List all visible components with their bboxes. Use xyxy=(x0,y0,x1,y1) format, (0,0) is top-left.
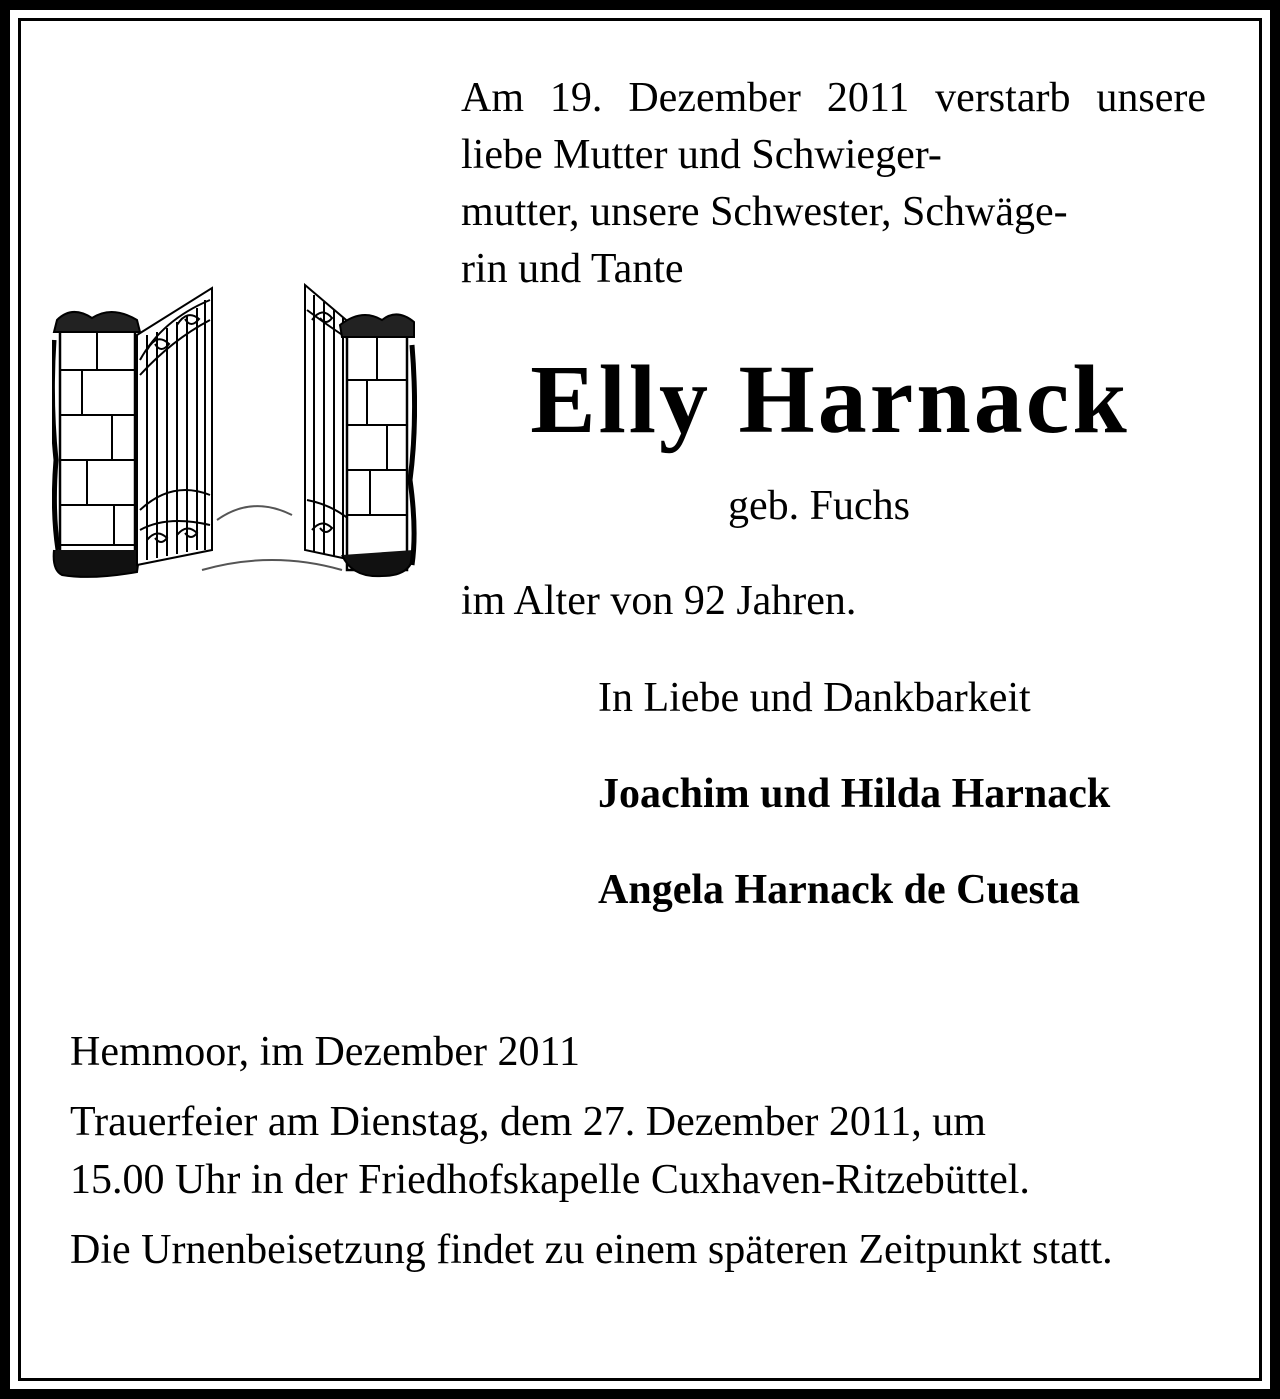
birth-name: geb. Fuchs xyxy=(728,483,910,529)
urn-burial-text: Die Urnenbeisetzung findet zu einem späteren Zeitpunkt statt. xyxy=(70,1227,1113,1273)
open-iron-gate-icon xyxy=(52,280,417,582)
signatory-2: Angela Harnack de Cuesta xyxy=(598,867,1080,913)
closing-text: In Liebe und Dankbarkeit xyxy=(598,675,1031,721)
place-date: Hemmoor, im Dezember 2011 xyxy=(70,1029,580,1075)
signatory-1: Joachim und Hilda Harnack xyxy=(598,771,1111,817)
funeral-service-text: Trauerfeier am Dienstag, dem 27. Dezember 2011, um 15.00 Uhr in der Friedhofskapelle Cuxhaven-Ritzebüttel. xyxy=(70,1099,1030,1203)
intro-text: Am 19. Dezember 2011 verstarb unsere liebe Mutter und Schwieger- mutter, unsere Schwester, Schwäge- rin und Tante xyxy=(461,75,1206,292)
age-text: im Alter von 92 Jahren. xyxy=(461,578,857,624)
deceased-name: Elly Harnack xyxy=(530,346,1130,454)
